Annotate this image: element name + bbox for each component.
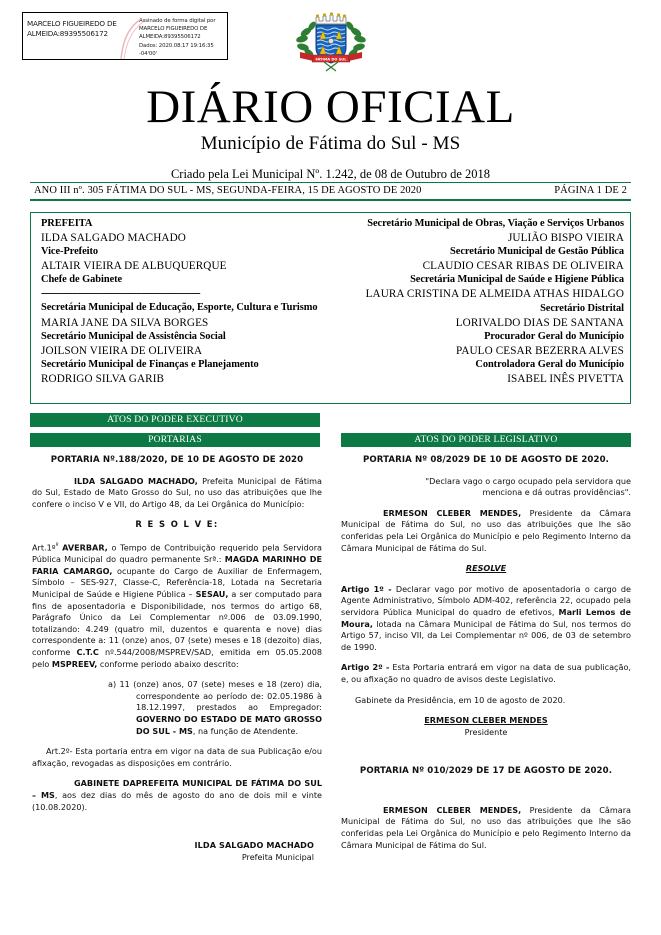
left-list-text-1: 11 (onze) anos, 07 (sete) meses e 18 (zero) dia, correspondente ao período de: 02.05.1986 à 18.12.1997, prestados ao Empregador: [116,679,322,713]
left-resolve-label: R E S O L V E: [135,519,219,530]
left-article-1: Art.1º$^º$ AVERBAR, o Tempo de Contribuição requerido pela Servidora Pública Municipal do quadro permanente Srª.: MAGDA MARINHO DE FARIA CAMARGO, ocupante do Cargo de Auxiliar de Enfermagem, Símbolo – SES-927, Classe-C, Referência-18, Lotada na Secretaria Municipal de Saúde e Higiene Pública – SESAU, a ser computado para fins de aposentadoria e Disponibilidade, nos termos do artigo 68, Parágrafo Único da Lei Complementar nº.006 de 03.09.1990, totalizando: 4.249 (quatro mil, duzentos e quarenta e nove) dias correspondente a: 11 (onze) anos, 07 (sete) meses e 18 (dezoito) dias, conforme C.T.C nº.544/2008/MSPREV/SAD, emitida em 05.05.2008 pelo MSPREEV, conforme periodo abaixo descrito: [32,541,323,669]
legislative-acts-column [341,455,631,860]
officials-column-right [331,217,631,403]
official-name: ALTAIR VIEIRA DE ALBUQUERQUE [41,260,227,273]
left-signature-name: ILDA SALGADO MACHADO [194,840,314,851]
official-role: Secretário Municipal de Assistência Social [41,330,226,342]
right-resolve-label [341,563,631,575]
section-banner-legislative: ATOS DO PODER LEGISLATIVO [341,433,631,447]
left-list-employer: GOVERNO DO ESTADO DE MATO GROSSO DO SUL - MS [136,713,322,736]
left-art1-text-1: o Tempo de Contribuição requerido pela Servidora Pública Municipal do quadro permanente Srª.: [32,542,322,565]
signature-subject-line1: MARCELO FIGUEIREDO DE [27,19,117,28]
masthead-subtitle: Município de Fátima do Sul - MS [200,133,461,154]
right-intro-paragraph-2 [341,805,631,851]
right-art1-servant-name: Marli Lemos de Moura, [341,606,631,629]
official-role: Vice-Prefeito [41,246,99,258]
left-intro-paragraph [32,476,322,511]
left-gabinete-paragraph [32,778,322,813]
left-art1-text-5: conforme periodo abaixo descrito: [97,658,239,669]
official-name: ISABEL INÊS PIVETTA [507,373,624,386]
signature-detail-line2: MARCELO FIGUEIREDO DE [139,26,208,33]
official-role: Secretário Distrital [540,302,624,314]
official-role: PREFEITA [41,218,93,229]
left-art1-servant-name: MAGDA MARINHO DE FARIA CAMARGO, [32,554,323,576]
official-name: ILDA SALGADO MACHADO [41,232,186,245]
right-intro2-president-name: ERMESON CLEBER MENDES, [383,804,522,815]
right-intro-president-name: ERMESON CLEBER MENDES, [383,507,522,518]
signature-detail-line3: ALMEIDA:89395506172 [139,34,201,41]
left-list-marker: a) [108,679,117,690]
section-banner-portarias: PORTARIAS [30,433,320,447]
official-role: Procurador Geral do Município [484,330,624,342]
right-art1-label: Artigo 1º - [341,583,392,594]
left-intro-mayor-name: ILDA SALGADO MACHADO, [74,475,198,486]
right-portaria-quote: "Declara vago o cargo ocupado pela servidora que menciona e dá outras providências". [425,475,631,498]
signature-subject-line2: ALMEIDA:89395506172 [27,29,108,38]
left-signature-title: Prefeita Municipal [241,851,314,862]
officials-separator: -------------------------------------------------------------- [41,288,200,300]
official-role: Secretária Municipal de Saúde e Higiene Pública [410,274,624,286]
official-role: Controladora Geral do Município [475,358,624,370]
page-title: DIÁRIO OFICIAL [146,81,515,133]
svg-text:FÁTIMA DO SUL: FÁTIMA DO SUL [315,57,347,62]
right-intro-paragraph-1 [341,508,631,554]
coat-of-arms-icon [292,8,370,74]
official-name: LORIVALDO DIAS DE SANTANA [455,316,624,329]
left-portaria-heading: PORTARIA Nº.188/2020, DE 10 DE AGOSTO DE 2020 [50,455,304,465]
official-name: LAURA CRISTINA DE ALMEIDA ATHAS HIDALGO [365,288,624,301]
digital-signature-stamp [22,12,228,60]
left-gabinete-text: , aos dez dias do mês de agosto do ano de dois mil e vinte (10.08.2020). [32,789,322,812]
right-article-1 [341,584,631,654]
official-name: JULIÃO BISPO VIEIRA [507,232,624,245]
left-art1-ctc: C.T.C [76,647,99,657]
signature-subject [23,13,133,59]
left-art1-label: Art.1º [32,542,56,553]
left-article-2: Art.2º- Esta portaria entra em vigor na data de sua Publicação e/ou afixação, revogadas as disposições em contrário. [32,746,322,768]
official-name: CLAUDIO CESAR RIBAS DE OLIVEIRA [422,260,624,273]
official-role: Secretário Municipal de Finanças e Planejamento [41,358,259,370]
right-signature-title-1: Presidente [464,726,508,737]
right-section-spacer [341,738,631,766]
right-portaria-heading-2: PORTARIA Nº 010/2029 DE 17 DE AGOSTO DE 2020. [359,766,613,777]
section-banner-executive: ATOS DO PODER EXECUTIVO [30,413,320,427]
official-name: MARIA JANE DA SILVA BORGES [41,316,209,329]
official-name: PAULO CESAR BEZERRA ALVES [456,344,624,357]
left-art1-text-4: nº.544/2008/MSPREV/SAD, emitida em 05.05.2008 pelo [32,647,322,669]
issue-identifier: ANO III nº. 305 FÁTIMA DO SUL - MS, SEGUNDA-FEIRA, 15 DE AGOSTO DE 2020 [34,185,422,196]
right-art2-text: Esta Portaria entrará em vigor na data de sua publicação, e, ou afixação no quadro de avisos deste Legislativo. [341,662,631,684]
official-name: RODRIGO SILVA GARIB [41,372,165,385]
officials-box [30,212,631,404]
right-intro-spacer [341,787,631,805]
right-signature-name-text: ERMESON CLEBER MENDES [424,715,548,726]
officials-column-left [31,217,331,403]
left-intro-text: Prefeita Municipal de Fátima do Sul, Estado de Mato Grosso do Sul, no uso das atribuições que lhe confere o inciso V e VII, do Artigo 48, da Lei Orgânica do Município: [32,475,322,509]
left-art1-mspreev: MSPREEV, [51,658,98,669]
left-list-item-a [32,679,322,737]
issue-info-bar [30,182,631,201]
official-role: Secretário Municipal de Gestão Pública [450,246,624,258]
left-list-text-2: , na função de Atendente. [192,725,299,736]
right-intro2-text: Presidente da Câmara Municipal de Fátima do Sul, no uso das atribuições que lhe são conferidas pela Lei Orgânica do Município e pelo Regimento Interno da Câmara Municipal de Fátima do Sul. [341,804,631,850]
left-signature-spacer [32,822,322,840]
right-art1-text-2: lotada na Câmara Municipal de Fátima do Sul, nos termos do Artigo 57, inciso VII, da Lei Complementar nº 006, de 03 de setembro de 1990. [341,618,631,652]
left-art1-sesau: SESAU, [195,589,229,600]
right-resolve-text: RESOLVE [465,563,507,574]
right-art2-label: Artigo 2º - [341,662,390,673]
signature-detail-line4: Dados: 2020.08.17 19:16:35 -04'00' [139,42,214,57]
masthead-law-reference: Criado pela Lei Municipal Nº. 1.242, de 08 de Outubro de 2018 [170,167,491,181]
official-role: Chefe de Gabinete [41,274,123,286]
right-gabinete-line: Gabinete da Presidência, em 10 de agosto de 2020. [355,694,566,705]
page-indicator: PÁGINA 1 DE 2 [554,185,627,196]
official-role: Secretária Municipal de Educação, Esporte, Cultura e Turismo [41,302,318,314]
right-article-2 [341,662,631,685]
left-art1-verb: AVERBAR, [62,542,108,553]
signature-details [133,13,227,59]
right-portaria-heading-1: PORTARIA Nº 08/2029 DE 10 DE AGOSTO DE 2020. [362,455,610,465]
official-role: Secretário Municipal de Obras, Viação e Serviços Urbanos [367,218,624,229]
left-gabinete-label: GABINETE DAPREFEITA MUNICIPAL DE FÁTIMA DO SUL – MS [32,778,322,800]
official-name: JOILSON VIEIRA DE OLIVEIRA [41,344,203,357]
left-art1-text-3: a ser computado para fins de aposentadoria e Disponibilidade, nos termos do artigo 68, Parágrafo Único da Lei Complementar nº.006 de 03.09.1990, totalizando: 4.249 (quatro mil, duzentos e quarenta e nove) dias correspondente a: 11 (onze) anos, 07 (sete) meses e 18 (dezoito) dias, conforme [32,589,323,657]
right-signature-name-1 [341,715,631,727]
left-art1-text-2: ocupante do Cargo de Auxiliar de Enfermagem, Símbolo – SES-927, Classe-C, Referência-18, Lotada na Secretaria Municipal de Saúde e Higiene Pública – [32,565,322,600]
right-intro-text: Presidente da Câmara Municipal de Fátima do Sul, no uso das atribuições que lhe são conferidas pela Lei Orgânica do Município e pelo Regimento Interno da Câmara Municipal de Fátima do Sul. [341,507,631,553]
executive-acts-column [32,455,322,863]
right-art1-text-1: Declarar vago por motivo de aposentadoria o cargo de Agente Administrativo, Símbolo ADM-402, referência 22, ocupado pela servidora Pública Municipal do quadro de efetivos, [341,583,631,617]
signature-detail-line1: Assinado de forma digital por [139,18,216,24]
masthead [0,82,661,184]
